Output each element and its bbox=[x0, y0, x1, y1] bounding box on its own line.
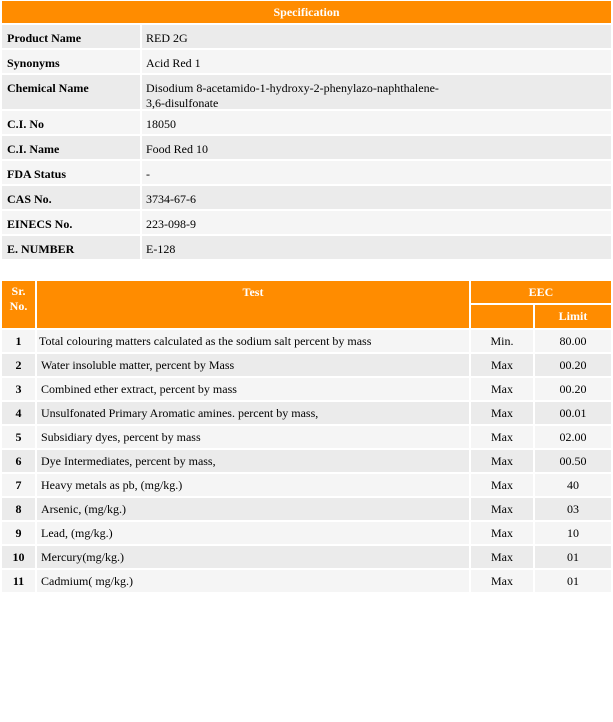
spec-key: EINECS No. bbox=[2, 211, 140, 234]
spec-row-ci-no bbox=[2, 111, 611, 134]
table-row bbox=[2, 474, 611, 496]
sr-no: 7 bbox=[2, 474, 35, 496]
limit-value: 80.00 bbox=[535, 330, 611, 352]
spec-value-line: 3,6-disulfonate bbox=[146, 96, 219, 110]
spec-key: Synonyms bbox=[2, 50, 140, 73]
table-row bbox=[2, 354, 611, 376]
limit-value: 00.50 bbox=[535, 450, 611, 472]
sr-no: 11 bbox=[2, 570, 35, 592]
limit-value: 00.20 bbox=[535, 354, 611, 376]
spec-row-chemical-name bbox=[2, 75, 611, 109]
sr-no: 2 bbox=[2, 354, 35, 376]
sr-no: 10 bbox=[2, 546, 35, 568]
sr-no: 4 bbox=[2, 402, 35, 424]
spec-value bbox=[142, 75, 611, 109]
spec-key: CAS No. bbox=[2, 186, 140, 209]
spec-value: 3734-67-6 bbox=[142, 186, 611, 209]
limit-type: Min. bbox=[471, 330, 533, 352]
limit-type: Max bbox=[471, 354, 533, 376]
test-name: Arsenic, (mg/kg.) bbox=[37, 498, 469, 520]
spec-key: Chemical Name bbox=[2, 75, 140, 109]
sr-no: 3 bbox=[2, 378, 35, 400]
sr-no: 8 bbox=[2, 498, 35, 520]
table-row bbox=[2, 426, 611, 448]
header-blank-cell bbox=[471, 305, 533, 328]
specification-title: Specification bbox=[2, 1, 611, 23]
test-name: Combined ether extract, percent by mass bbox=[37, 378, 469, 400]
limit-value: 10 bbox=[535, 522, 611, 544]
limit-type: Max bbox=[471, 522, 533, 544]
spec-value: Acid Red 1 bbox=[142, 50, 611, 73]
spec-row-synonyms bbox=[2, 50, 611, 73]
limit-value: 40 bbox=[535, 474, 611, 496]
header-test: Test bbox=[37, 281, 469, 328]
spec-value-line: Disodium 8-acetamido-1-hydroxy-2-phenylazo-naphthalene- bbox=[146, 81, 439, 95]
limit-value: 01 bbox=[535, 570, 611, 592]
limit-type: Max bbox=[471, 546, 533, 568]
test-name: Water insoluble matter, percent by Mass bbox=[37, 354, 469, 376]
table-row bbox=[2, 330, 611, 352]
test-name: Total colouring matters calculated as the sodium salt percent by mass bbox=[37, 330, 469, 352]
sr-no: 6 bbox=[2, 450, 35, 472]
table-row bbox=[2, 378, 611, 400]
spec-row-ci-name bbox=[2, 136, 611, 159]
spec-row-e-number bbox=[2, 236, 611, 259]
header-eec: EEC bbox=[471, 281, 611, 303]
spec-row-einecs-no bbox=[2, 211, 611, 234]
limit-value: 02.00 bbox=[535, 426, 611, 448]
table-row bbox=[2, 570, 611, 592]
specification-table bbox=[2, 1, 611, 259]
limit-value: 03 bbox=[535, 498, 611, 520]
spec-row-cas-no bbox=[2, 186, 611, 209]
table-row bbox=[2, 522, 611, 544]
spec-value: Food Red 10 bbox=[142, 136, 611, 159]
test-name: Subsidiary dyes, percent by mass bbox=[37, 426, 469, 448]
spec-value: - bbox=[142, 161, 611, 184]
spec-value: RED 2G bbox=[142, 25, 611, 48]
spec-key: C.I. Name bbox=[2, 136, 140, 159]
header-sr-no bbox=[2, 281, 35, 328]
test-name: Cadmium( mg/kg.) bbox=[37, 570, 469, 592]
tests-header bbox=[2, 281, 611, 328]
test-name: Lead, (mg/kg.) bbox=[37, 522, 469, 544]
test-name: Heavy metals as pb, (mg/kg.) bbox=[37, 474, 469, 496]
header-sr-label: Sr. bbox=[11, 284, 26, 298]
limit-type: Max bbox=[471, 450, 533, 472]
spec-key: E. NUMBER bbox=[2, 236, 140, 259]
spec-row-fda-status bbox=[2, 161, 611, 184]
tests-table bbox=[2, 281, 611, 592]
table-row bbox=[2, 450, 611, 472]
table-row bbox=[2, 402, 611, 424]
limit-type: Max bbox=[471, 402, 533, 424]
spec-value: E-128 bbox=[142, 236, 611, 259]
limit-type: Max bbox=[471, 570, 533, 592]
spec-value: 223-098-9 bbox=[142, 211, 611, 234]
spec-key: C.I. No bbox=[2, 111, 140, 134]
spec-value: 18050 bbox=[142, 111, 611, 134]
limit-type: Max bbox=[471, 474, 533, 496]
sr-no: 9 bbox=[2, 522, 35, 544]
test-name: Dye Intermediates, percent by mass, bbox=[37, 450, 469, 472]
limit-type: Max bbox=[471, 378, 533, 400]
table-row bbox=[2, 546, 611, 568]
limit-type: Max bbox=[471, 426, 533, 448]
limit-value: 01 bbox=[535, 546, 611, 568]
header-no-label: No. bbox=[9, 299, 28, 313]
spec-key: FDA Status bbox=[2, 161, 140, 184]
limit-type: Max bbox=[471, 498, 533, 520]
spec-row-product-name bbox=[2, 25, 611, 48]
table-row bbox=[2, 498, 611, 520]
sr-no: 5 bbox=[2, 426, 35, 448]
limit-value: 00.20 bbox=[535, 378, 611, 400]
header-limit: Limit bbox=[535, 305, 611, 328]
test-name: Mercury(mg/kg.) bbox=[37, 546, 469, 568]
sr-no: 1 bbox=[2, 330, 35, 352]
limit-value: 00.01 bbox=[535, 402, 611, 424]
spec-key: Product Name bbox=[2, 25, 140, 48]
test-name: Unsulfonated Primary Aromatic amines. percent by mass, bbox=[37, 402, 469, 424]
